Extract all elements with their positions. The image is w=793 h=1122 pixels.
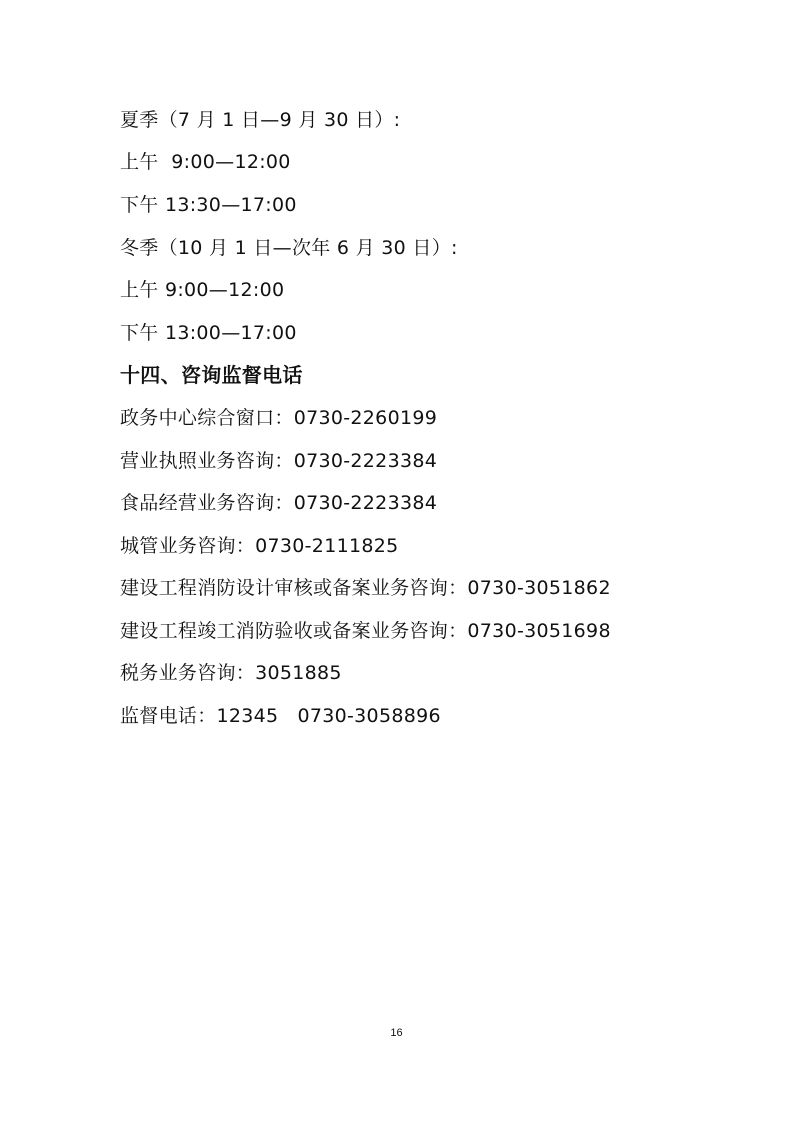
summer-morning-hours: 上午 9:00—12:00: [120, 151, 291, 173]
contact-line: 营业执照业务咨询：0730-2223384: [120, 450, 438, 472]
contact-line: 政务中心综合窗口：0730-2260199: [120, 407, 438, 429]
contact-line: 建设工程消防设计审核或备案业务咨询：0730-3051862: [120, 577, 611, 599]
section-heading: 十四、咨询监督电话: [120, 363, 303, 387]
winter-hours-title: 冬季（10 月 1 日—次年 6 月 30 日）:: [120, 237, 458, 259]
contact-line: 建设工程竣工消防验收或备案业务咨询：0730-3051698: [120, 620, 611, 642]
winter-morning-hours: 上午 9:00—12:00: [120, 279, 285, 301]
page-number: 16: [390, 1027, 403, 1039]
summer-afternoon-hours: 下午 13:30—17:00: [120, 194, 297, 216]
contact-line: 食品经营业务咨询：0730-2223384: [120, 492, 438, 514]
contact-line: 城管业务咨询：0730-2111825: [120, 535, 399, 557]
summer-hours-title: 夏季（7 月 1 日—9 月 30 日）:: [120, 109, 401, 131]
contact-line: 税务业务咨询：3051885: [120, 662, 342, 684]
supervision-phone-line: 监督电话：12345 0730-3058896: [120, 705, 441, 727]
winter-afternoon-hours: 下午 13:00—17:00: [120, 322, 297, 344]
